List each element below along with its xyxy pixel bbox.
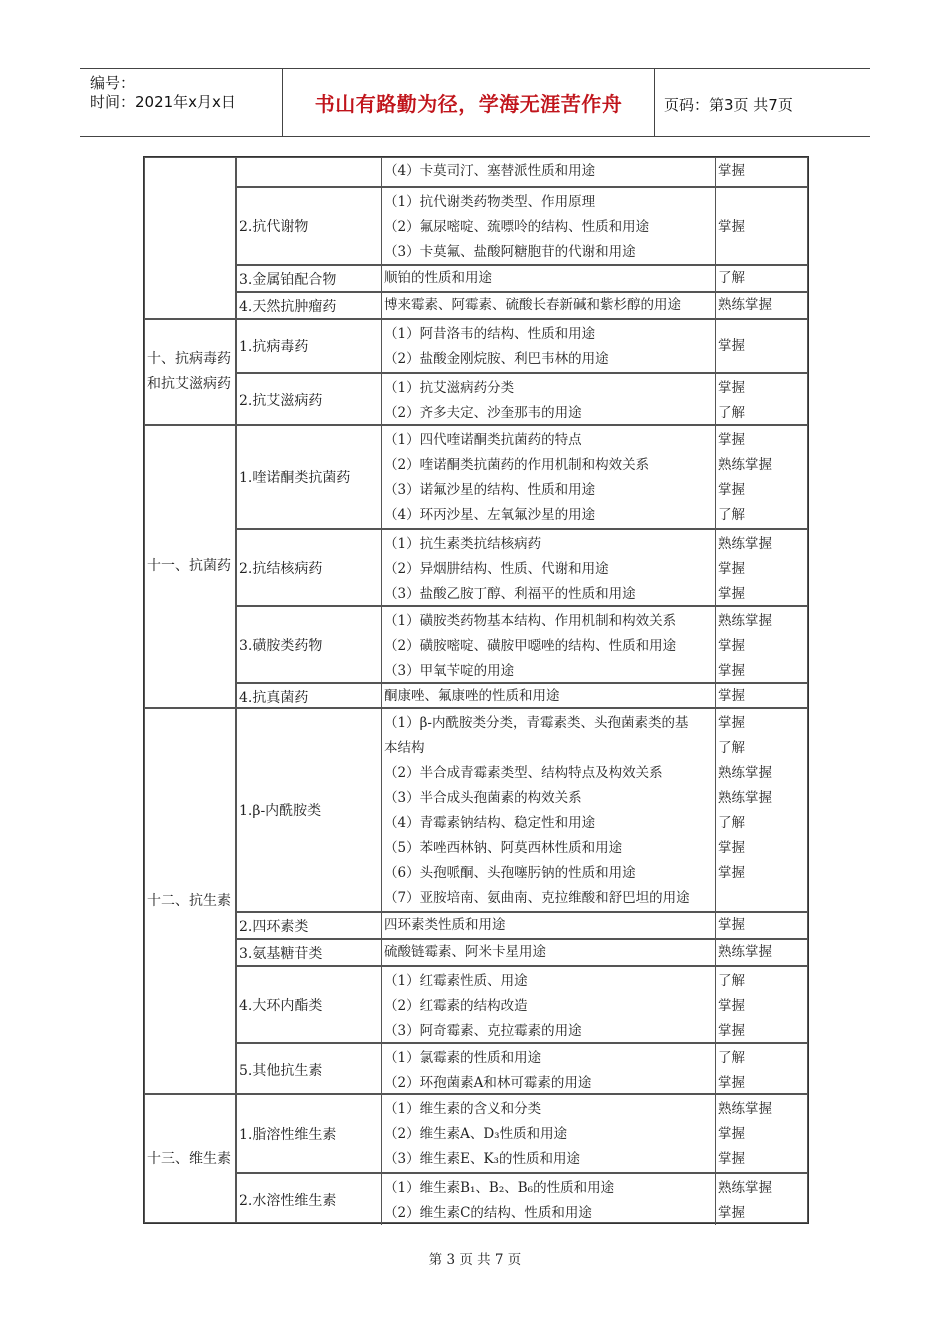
row-topic: 4.抗真菌药: [237, 684, 382, 709]
content-line: （2）磺胺嘧啶、磺胺甲噁唑的结构、性质和用途: [384, 638, 677, 654]
level-line: 掌握: [718, 380, 745, 396]
row-level: [716, 157, 808, 186]
row-content: [382, 940, 716, 965]
content-line: （1）抗生素类抗结核病药: [384, 536, 542, 552]
header-bottom-rule: [80, 136, 870, 137]
level-line: 掌握: [718, 1126, 745, 1142]
content-line: （1）红霉素性质、用途: [384, 973, 528, 989]
section-title: 十一、抗菌药: [144, 426, 237, 707]
content-line: （2）氟尿嘧啶、巯嘌呤的结构、性质和用途: [384, 219, 650, 235]
level-line: 熟练掌握: [718, 944, 772, 960]
row-level: [716, 293, 808, 318]
row-content: [382, 913, 716, 938]
level-line: 掌握: [718, 163, 745, 179]
content-line: （2）齐多夫定、沙奎那韦的用途: [384, 405, 582, 421]
row-content: [382, 320, 716, 372]
level-line: 了解: [718, 815, 745, 831]
content-line: （1）抗艾滋病药分类: [384, 380, 515, 396]
level-line: 熟练掌握: [718, 297, 772, 313]
content-line: 博来霉素、阿霉素、硫酸长春新碱和紫杉醇的用途: [384, 297, 681, 313]
level-line: 掌握: [718, 561, 745, 577]
content-line: （2）盐酸金刚烷胺、利巴韦林的用途: [384, 351, 609, 367]
content-line: （2）维生素A、D₃性质和用途: [384, 1126, 568, 1142]
table-row: [237, 426, 808, 528]
level-line: 了解: [718, 405, 745, 421]
row-level: [716, 530, 808, 605]
level-line: 掌握: [718, 865, 745, 881]
row-topic: 1.脂溶性维生素: [237, 1095, 382, 1172]
table-row: [237, 1172, 808, 1225]
table-row: [237, 1042, 808, 1095]
row-topic: 1.抗病毒药: [237, 320, 382, 372]
row-content: [382, 266, 716, 291]
row-topic: 4.天然抗肿瘤药: [237, 293, 382, 318]
content-line: （3）维生素E、K₃的性质和用途: [384, 1151, 580, 1167]
header-page-info: 页码：第3页 共7页: [664, 96, 793, 114]
content-line: （6）头孢哌酮、头孢噻肟钠的性质和用途: [384, 865, 636, 881]
level-line: 掌握: [718, 840, 745, 856]
section-title: 十二、抗生素: [144, 709, 237, 1093]
level-line: 掌握: [718, 432, 745, 448]
table-row: [237, 320, 808, 372]
table-section: [144, 318, 808, 424]
content-line: （2）红霉素的结构改造: [384, 998, 528, 1014]
row-content: [382, 157, 716, 186]
table-section: [144, 1093, 808, 1223]
level-line: 掌握: [718, 1151, 745, 1167]
row-level: [716, 607, 808, 682]
content-line: 顺铂的性质和用途: [384, 270, 492, 286]
row-content: [382, 607, 716, 682]
content-line: （4）环丙沙星、左氧氟沙星的用途: [384, 507, 596, 523]
row-topic: 5.其他抗生素: [237, 1044, 382, 1095]
table-section: [144, 157, 808, 318]
syllabus-table: [143, 156, 809, 1224]
content-line: （2）半合成青霉素类型、结构特点及构效关系: [384, 765, 663, 781]
header-number-label: 编号：: [90, 74, 136, 92]
content-line: （3）阿奇霉素、克拉霉素的用途: [384, 1023, 582, 1039]
row-topic: [237, 157, 382, 186]
row-level: [716, 1095, 808, 1172]
content-line: （4）青霉素钠结构、稳定性和用途: [384, 815, 596, 831]
content-line: （2）环孢菌素A和林可霉素的用途: [384, 1075, 592, 1091]
level-line: 熟练掌握: [718, 1101, 772, 1117]
row-content: [382, 709, 716, 911]
section-title: 十、抗病毒药和抗艾滋病药: [144, 320, 237, 424]
row-topic: 3.磺胺类药物: [237, 607, 382, 682]
table-row: [237, 938, 808, 965]
row-level: [716, 940, 808, 965]
level-line: 熟练掌握: [718, 765, 772, 781]
level-line: 了解: [718, 740, 745, 756]
header-motto: 书山有路勤为径，学海无涯苦作舟: [314, 92, 623, 116]
level-line: 掌握: [718, 1023, 745, 1039]
level-line: 了解: [718, 1050, 745, 1066]
level-line: 了解: [718, 507, 745, 523]
row-topic: 2.抗艾滋病药: [237, 374, 382, 426]
row-level: [716, 967, 808, 1042]
row-level: [716, 320, 808, 372]
level-line: 掌握: [718, 917, 745, 933]
level-line: 掌握: [718, 586, 745, 602]
content-line: （3）半合成头孢菌素的构效关系: [384, 790, 582, 806]
content-line: （1）磺胺类药物基本结构、作用机制和构效关系: [384, 613, 677, 629]
level-line: 掌握: [718, 1075, 745, 1091]
content-line: （2）维生素C的结构、性质和用途: [384, 1205, 592, 1221]
level-line: 掌握: [718, 715, 745, 731]
content-line: 硫酸链霉素、阿米卡星用途: [384, 944, 546, 960]
row-content: [382, 293, 716, 318]
row-level: [716, 709, 808, 911]
level-line: 熟练掌握: [718, 457, 772, 473]
level-line: 熟练掌握: [718, 1180, 772, 1196]
table-row: [237, 186, 808, 264]
level-line: 掌握: [718, 663, 745, 679]
row-level: [716, 1044, 808, 1095]
level-line: 掌握: [718, 219, 745, 235]
content-line: （2）喹诺酮类抗菌药的作用机制和构效关系: [384, 457, 650, 473]
row-content: [382, 1044, 716, 1095]
content-line: （3）诺氟沙星的结构、性质和用途: [384, 482, 596, 498]
row-content: [382, 1095, 716, 1172]
row-level: [716, 913, 808, 938]
level-line: 掌握: [718, 482, 745, 498]
content-line: 四环素类性质和用途: [384, 917, 506, 933]
content-line: （3）卡莫氟、盐酸阿糖胞苷的代谢和用途: [384, 244, 636, 260]
level-line: 熟练掌握: [718, 536, 772, 552]
section-title: 十三、维生素: [144, 1095, 237, 1223]
row-content: [382, 374, 716, 426]
row-content: [382, 188, 716, 264]
row-topic: 2.抗结核病药: [237, 530, 382, 605]
content-line: （1）抗代谢类药物类型、作用原理: [384, 194, 596, 210]
row-content: [382, 426, 716, 528]
row-level: [716, 1174, 808, 1225]
content-line: （1）维生素的含义和分类: [384, 1101, 542, 1117]
content-line: （1）阿昔洛韦的结构、性质和用途: [384, 326, 596, 342]
table-row: [237, 372, 808, 426]
table-row: [237, 965, 808, 1042]
content-line: （2）异烟肼结构、性质、代谢和用途: [384, 561, 609, 577]
content-line: （1）β-内酰胺类分类，青霉素类、头孢菌素类的基: [384, 715, 689, 731]
row-content: [382, 530, 716, 605]
table-row: [237, 157, 808, 186]
table-row: [237, 682, 808, 709]
content-line: （4）卡莫司汀、塞替派性质和用途: [384, 163, 596, 179]
row-topic: 2.四环素类: [237, 913, 382, 938]
header-time-label: 时间：2021年x月x日: [90, 93, 236, 111]
row-topic: 4.大环内酯类: [237, 967, 382, 1042]
table-section: [144, 707, 808, 1093]
level-line: 熟练掌握: [718, 790, 772, 806]
table-row: [237, 709, 808, 911]
content-line: （1）维生素B₁、B₂、B₆的性质和用途: [384, 1180, 615, 1196]
table-row: [237, 1095, 808, 1172]
level-line: 熟练掌握: [718, 613, 772, 629]
page-footer: 第 3 页 共 7 页: [428, 1252, 522, 1268]
content-line: 酮康唑、氟康唑的性质和用途: [384, 688, 560, 704]
level-line: 掌握: [718, 338, 745, 354]
level-line: 掌握: [718, 1205, 745, 1221]
content-line: （7）亚胺培南、氨曲南、克拉维酸和舒巴坦的用途: [384, 890, 690, 906]
row-content: [382, 1174, 716, 1225]
table-section: [144, 424, 808, 707]
table-row: [237, 264, 808, 291]
row-content: [382, 684, 716, 709]
row-topic: 1.β-内酰胺类: [237, 709, 382, 911]
row-level: [716, 188, 808, 264]
row-level: [716, 266, 808, 291]
table-row: [237, 528, 808, 605]
row-topic: 2.抗代谢物: [237, 188, 382, 264]
row-topic: 3.氨基糖苷类: [237, 940, 382, 965]
level-line: 掌握: [718, 638, 745, 654]
row-topic: 1.喹诺酮类抗菌药: [237, 426, 382, 528]
row-level: [716, 684, 808, 709]
section-title: [144, 157, 237, 318]
content-line: （1）四代喹诺酮类抗菌药的特点: [384, 432, 582, 448]
row-level: [716, 374, 808, 426]
row-topic: 2.水溶性维生素: [237, 1174, 382, 1225]
table-row: [237, 291, 808, 318]
row-topic: 3.金属铂配合物: [237, 266, 382, 291]
content-line: （3）甲氧苄啶的用途: [384, 663, 515, 679]
level-line: 了解: [718, 973, 745, 989]
content-line: （5）苯唑西林钠、阿莫西林性质和用途: [384, 840, 623, 856]
table-row: [237, 911, 808, 938]
row-level: [716, 426, 808, 528]
level-line: 了解: [718, 270, 745, 286]
header-divider-right: [654, 69, 655, 136]
level-line: 掌握: [718, 688, 745, 704]
table-row: [237, 605, 808, 682]
row-content: [382, 967, 716, 1042]
content-line: 本结构: [384, 740, 425, 756]
content-line: （1）氯霉素的性质和用途: [384, 1050, 542, 1066]
content-line: （3）盐酸乙胺丁醇、利福平的性质和用途: [384, 586, 636, 602]
level-line: 掌握: [718, 998, 745, 1014]
